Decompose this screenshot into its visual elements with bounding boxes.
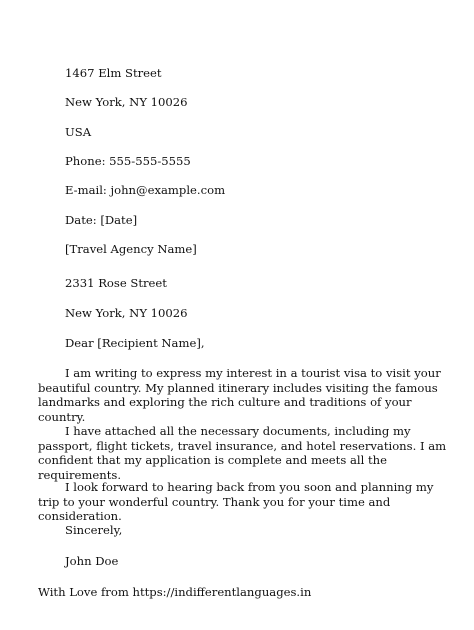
- body-paragraph-1-text: I am writing to express my interest in a tourist visa to visit your beautiful country. My planned itinerary includes visiting the famous landmarks and exploring the rich culture and traditions of your country.: [38, 366, 441, 424]
- salutation: Dear [Recipient Name],: [65, 336, 205, 350]
- footer-credit: With Love from https://indifferentlanguages.in: [38, 585, 312, 599]
- body-paragraph-1: [38, 366, 458, 424]
- letter-date: Date: [Date]: [65, 213, 138, 227]
- body-paragraph-3: [38, 480, 458, 524]
- sender-phone: Phone: 555-555-5555: [65, 154, 191, 168]
- body-paragraph-2: [38, 424, 458, 482]
- recipient-city: New York, NY 10026: [65, 306, 188, 320]
- closing: Sincerely,: [65, 523, 123, 537]
- body-paragraph-2-text: I have attached all the necessary documents, including my passport, flight tickets, travel insurance, and hotel reservations. I am confident that my application is complete and meets all the requirements.: [38, 424, 447, 482]
- sender-country: USA: [65, 125, 92, 139]
- recipient-street: 2331 Rose Street: [65, 276, 167, 290]
- recipient-agency: [Travel Agency Name]: [65, 242, 197, 256]
- sender-address-line2: New York, NY 10026: [65, 95, 188, 109]
- sender-address-line1: 1467 Elm Street: [65, 66, 162, 80]
- body-paragraph-3-text: I look forward to hearing back from you soon and planning my trip to your wonderful country. Thank you for your time and consideration.: [38, 480, 434, 523]
- sender-email: E-mail: john@example.com: [65, 183, 226, 197]
- signature-name: John Doe: [65, 554, 119, 568]
